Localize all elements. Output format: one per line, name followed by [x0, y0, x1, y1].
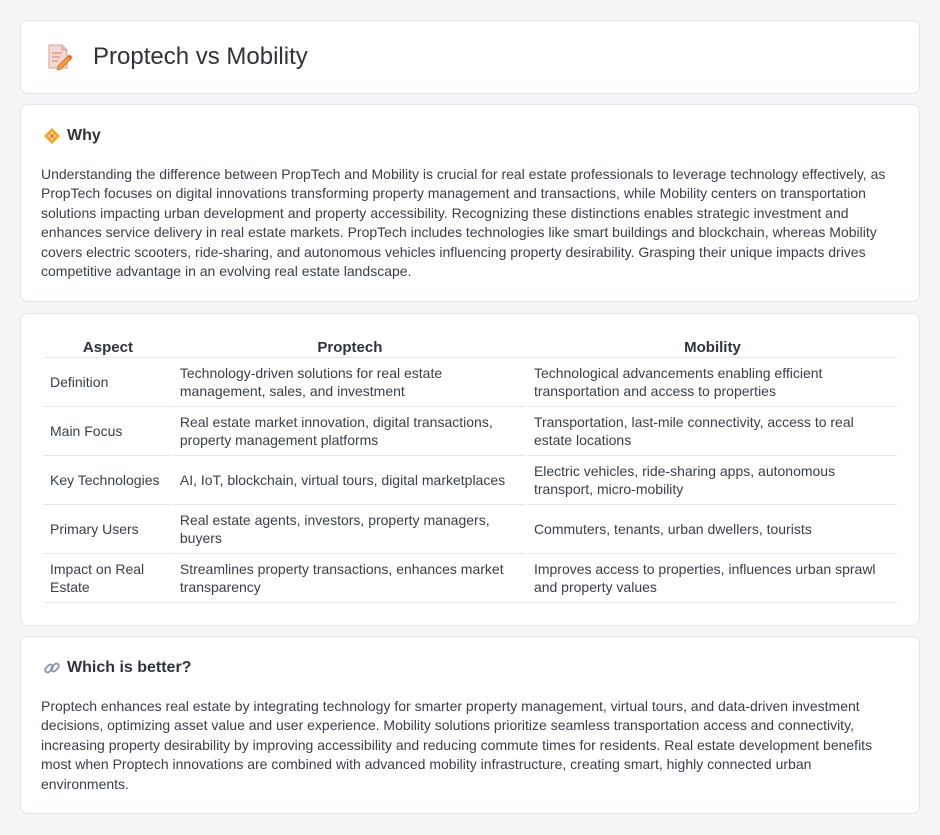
comparison-table [42, 336, 899, 603]
table-header-row [44, 336, 897, 358]
row-aspect: Main Focus [44, 407, 172, 456]
link-icon [43, 659, 61, 677]
why-heading: Why [67, 127, 101, 144]
why-card [20, 104, 920, 302]
row-proptech: Streamlines property transactions, enhances market transparency [174, 554, 526, 603]
row-proptech: Real estate agents, investors, property managers, buyers [174, 505, 526, 554]
why-body: Understanding the difference between PropTech and Mobility is crucial for real estate professionals to leverage technology effectively, as PropTech focuses on digital innovations transforming property management and transactions, while Mobility centers on transportation solutions impacting urban development and property accessibility. Recognizing these distinctions enables strategic investment and enhances service delivery in real estate markets. PropTech includes technologies like smart buildings and blockchain, whereas Mobility covers electric scooters, ride-sharing, and autonomous vehicles influencing property desirability. Grasping their unique impacts drives competitive advantage in an evolving real estate landscape. [41, 166, 886, 280]
row-mobility: Technological advancements enabling efficient transportation and access to properties [528, 358, 897, 407]
comparison-card [20, 313, 920, 626]
title-row [45, 42, 308, 72]
row-aspect: Impact on Real Estate [44, 554, 172, 603]
table-row [44, 407, 897, 456]
row-proptech: AI, IoT, blockchain, virtual tours, digital marketplaces [174, 456, 526, 505]
table-row [44, 456, 897, 505]
header-aspect: Aspect [44, 336, 172, 358]
row-proptech: Technology-driven solutions for real estate management, sales, and investment [174, 358, 526, 407]
row-aspect: Key Technologies [44, 456, 172, 505]
better-heading-row [43, 659, 191, 677]
why-heading-row [43, 127, 101, 145]
row-mobility: Electric vehicles, ride-sharing apps, autonomous transport, micro-mobility [528, 456, 897, 505]
better-card [20, 636, 920, 814]
row-aspect: Definition [44, 358, 172, 407]
better-heading: Which is better? [67, 659, 192, 676]
title-card [20, 20, 920, 94]
row-mobility: Transportation, last-mile connectivity, access to real estate locations [528, 407, 897, 456]
document-pencil-icon [45, 42, 73, 72]
table-row [44, 505, 897, 554]
header-mobility: Mobility [528, 336, 897, 358]
table-row [44, 554, 897, 603]
sparkle-icon [43, 127, 61, 145]
row-mobility: Improves access to properties, influences urban sprawl and property values [528, 554, 897, 603]
header-proptech: Proptech [174, 336, 526, 358]
row-proptech: Real estate market innovation, digital transactions, property management platforms [174, 407, 526, 456]
row-mobility: Commuters, tenants, urban dwellers, tourists [528, 505, 897, 554]
row-aspect: Primary Users [44, 505, 172, 554]
better-body: Proptech enhances real estate by integrating technology for smarter property management, virtual tours, and data-driven investment decisions, optimizing asset value and user experience. Mobility solutions prioritize seamless transportation access and connectivity, increasing property desirability by improving accessibility and reducing commute times for residents. Real estate development benefits most when Proptech innovations are combined with advanced mobility infrastructure, creating smart, highly connected urban environments. [41, 698, 873, 792]
page-title: Proptech vs Mobility [93, 43, 308, 70]
table-row [44, 358, 897, 407]
